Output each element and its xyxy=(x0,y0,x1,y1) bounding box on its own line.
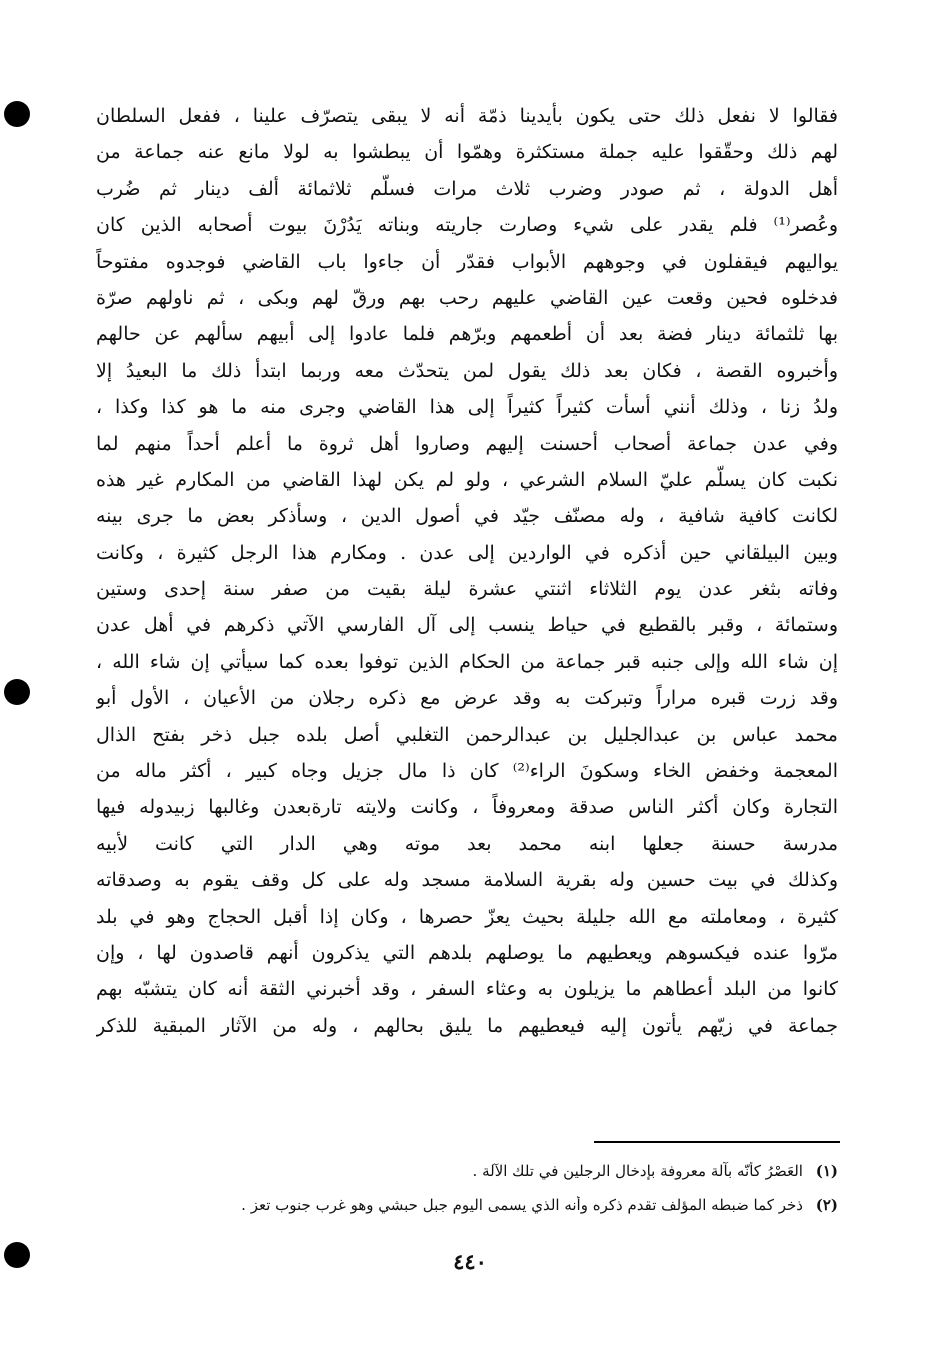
footnote-marker: (١) xyxy=(815,1162,838,1180)
footnote-1 xyxy=(150,1162,838,1180)
text-line: فقالوا لا نفعل ذلك حتى يكون بأيدينا ذمّة أنه لا يبقى يتصرّف علينا ، ففعل السلطان xyxy=(96,105,838,127)
text-line: لكانت كافية شافية ، وله مصنّف جيّد في أصول الدين ، وسأذكر بعض ما جرى بينه xyxy=(96,505,838,528)
footnote-separator xyxy=(594,1141,840,1143)
text-line: فدخلوه فحين وقعت عين القاضي عليهم رحب بهم ورقّ لهم وبكى ، ثم ناولهم صرّة xyxy=(96,286,838,309)
text-line: لهم ذلك وحقّقوا عليه جملة مستكثرة وهمّوا أن يبطشوا به لولا مانع عنه جماعة من xyxy=(96,141,838,164)
text-line: مرّوا عنده فيكسوهم ويعطيهم ما يوصلهم بلدهم التي يذكرون أنهم قاصدون لها ، وإن xyxy=(96,941,838,964)
text-line: أهل الدولة ، ثم صودر وضرب ثلاث مرات فسلّم ثلاثمائة ألف دينار ثم ضُرب xyxy=(96,177,838,200)
text-line: وعُصر⁽¹⁾ فلم يقدر على شيء وصارت جاريته وبناته يَدُرْنَ بيوت أصحابه الذين كان xyxy=(96,214,838,237)
text-line: وفي عدن جماعة أصحاب أحسنت إليهم وصاروا أهل ثروة ما أعلم أحداً منهم لما xyxy=(96,432,838,455)
text-line: كثيرة ، ومعاملته مع الله جليلة بحيث يعزّ حصرها ، وكان إذا أقبل الحجاج وهو في بلد xyxy=(96,905,838,928)
footnote-text: ذخر كما ضبطه المؤلف تقدم ذكره وأنه الذي يسمى اليوم جبل حبشي وهو غرب جنوب تعز . xyxy=(241,1196,803,1214)
punch-hole-top xyxy=(4,101,30,127)
text-line: وفاته بثغر عدن يوم الثلاثاء اثنتي عشرة ليلة بقيت من صفر سنة إحدى وستين xyxy=(96,578,838,601)
text-line: التجارة وكان أكثر الناس صدقة ومعروفاً ، وكانت ولايته تارةبعدن وغالبها زبيدوله فيها xyxy=(96,796,838,819)
footnote-marker: (٢) xyxy=(815,1196,838,1214)
text-line: جماعة في زيّهم يأتون إليه فيعطيهم ما يليق بحالهم ، وله من الآثار المبقية للذكر xyxy=(96,1014,838,1037)
footnote-text: العَصْرُ كأنّه بآلة معروفة بإدخال الرجلين في تلك الآلة . xyxy=(472,1162,803,1180)
text-line: كانوا من البلد أعطاهم ما يزيلون به وعثاء السفر ، وقد أخبرني الثقة أنه كان يتشبّه بهم xyxy=(96,978,838,1001)
text-line: نكبت كان يسلّم عليّ السلام الشرعي ، ولو لم يكن لهذا القاضي من المكارم غير هذه xyxy=(96,468,838,491)
text-line: بها ثلثمائة دينار فضة بعد أن أطعمهم وبرّهم فلما عادوا إلى أبيهم سألهم عن حالهم xyxy=(96,323,838,346)
text-line: وأخبروه القصة ، فكان بعد ذلك يقول لمن يتحدّث معه وربما ابتدأ ذلك ما البعيدُ إلا xyxy=(96,359,838,382)
text-line: مدرسة حسنة جعلها ابنه محمد بعد موته وهي الدار التي كانت لأبيه xyxy=(96,832,838,855)
text-line: محمد عباس بن عبدالجليل بن عبدالرحمن التغلبي أصل بلده جبل ذخر بفتح الذال xyxy=(96,723,838,746)
text-line: إن شاء الله وإلى جنبه قبر جماعة من الحكام الذين توفوا بعده كما سيأتي إن شاء الله ، xyxy=(96,650,838,673)
footnote-2 xyxy=(150,1196,838,1214)
text-line: وقد زرت قبره مراراً وتبركت به وقد عرض مع ذكره رجلان من الأعيان ، الأول أبو xyxy=(96,687,838,710)
text-line: وكذلك في بيت حسين وله بقرية السلامة مسجد وله على كل وقف يقوم به وصدقاته xyxy=(96,869,838,892)
text-line: وبين البيلقاني حين أذكره في الواردين إلى عدن . ومكارم هذا الرجل كثيرة ، وكانت xyxy=(96,541,838,564)
text-line: ولدُ زنا ، وذلك أنني أسأت كثيراً كثيراً إلى هذا القاضي وجرى منه ما هو كذا وكذا ، xyxy=(96,396,838,419)
text-line: وستمائة ، وقبر بالقطيع في حياط ينسب إلى آل الفارسي الآتي ذكرهم في أهل عدن xyxy=(96,614,838,637)
main-text xyxy=(96,98,838,1044)
page-number: ٤٤٠ xyxy=(453,1249,487,1274)
punch-hole-bottom xyxy=(4,1242,30,1268)
text-line: المعجمة وخفض الخاء وسكونَ الراء⁽²⁾ كان ذا مال جزيل وجاه كبير ، أكثر ماله من xyxy=(96,760,838,783)
punch-hole-middle xyxy=(4,679,30,705)
text-line: يواليهم فيقفلون في وجوههم الأبواب فقدّر أن جاءوا باب القاضي فوجدوه مفتوحاً xyxy=(96,250,838,273)
